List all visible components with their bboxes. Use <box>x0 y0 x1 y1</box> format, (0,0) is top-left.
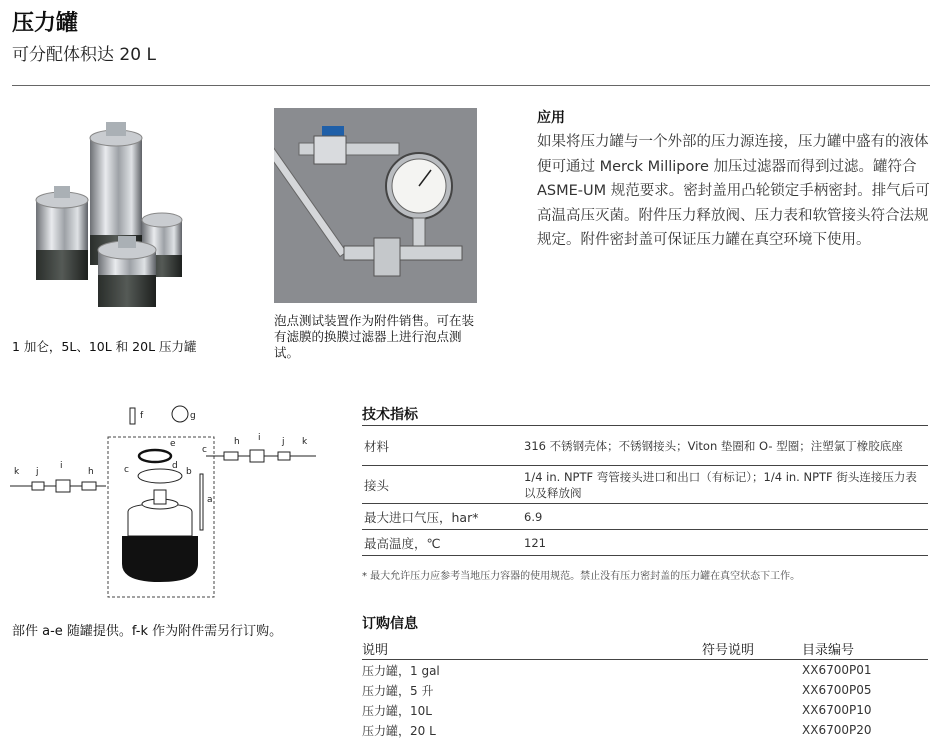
diagram-caption: 部件 a-e 随罐提供。f-k 作为附件需另行订购。 <box>12 624 283 639</box>
spec-key: 接头 <box>362 466 524 504</box>
order-description: 压力罐，1 gal <box>362 663 440 678</box>
ordering-table <box>362 637 928 740</box>
spec-key: 材料 <box>362 426 524 466</box>
specs-table <box>362 425 928 556</box>
order-description: 压力罐，5 升 <box>362 683 434 698</box>
tanks-photo-caption: 1 加仑，5L、10L 和 20L 压力罐 <box>12 339 197 354</box>
diagram-label-k-left: k <box>14 467 20 477</box>
table-row <box>362 700 928 720</box>
order-catalog-number: XX6700P01 <box>802 663 872 677</box>
diagram-label-b: b <box>186 467 192 477</box>
order-catalog-number: XX6700P05 <box>802 683 872 697</box>
table-row <box>362 530 928 556</box>
order-symbol <box>702 700 802 720</box>
table-row <box>362 680 928 700</box>
order-symbol <box>702 660 802 681</box>
spec-key: 最高温度，℃ <box>362 530 524 556</box>
diagram-label-h-right: h <box>234 437 240 447</box>
order-symbol <box>702 680 802 700</box>
diagram-label-i-left: i <box>60 461 63 471</box>
diagram-label-g: g <box>190 411 196 421</box>
table-row <box>362 504 928 530</box>
table-row <box>362 720 928 740</box>
diagram-label-e: e <box>170 439 176 449</box>
spec-value: 1/4 in. NPTF 弯管接头进口和出口（有标记）；1/4 in. NPTF 街头连接压力表以及释放阀 <box>524 466 928 504</box>
table-row <box>362 466 928 504</box>
spec-value: 316 不锈钢壳体；不锈钢接头；Viton 垫圈和 O- 型圈；注塑氯丁橡胶底座 <box>524 426 928 466</box>
spec-key: 最大进口气压，har* <box>362 504 524 530</box>
diagram-label-h-left: h <box>88 467 94 477</box>
diagram-label-i-right: i <box>258 433 261 443</box>
order-catalog-number: XX6700P20 <box>802 723 872 737</box>
table-row <box>362 426 928 466</box>
order-description: 压力罐，10L <box>362 703 432 718</box>
diagram-label-a: a <box>207 495 213 505</box>
table-header-row <box>362 637 928 660</box>
specs-heading: 技术指标 <box>362 407 418 423</box>
column-header-description: 说明 <box>362 637 702 660</box>
bubble-point-caption: 泡点测试装置作为附件销售。可在装有滤膜的换膜过滤器上进行泡点测试。 <box>274 313 475 360</box>
application-body: 如果将压力罐与一个外部的压力源连接，压力罐中盛有的液体便可通过 Merck Millipore 加压过滤器而得到过滤。罐符合 ASME-UM 规范要求。密封盖用凸轮锁定手柄密封。排气后可高温高压灭菌。附件压力释放阀、压力表和软管接头符合法规规定。附件密封盖可保证压力罐在真空环境下使用。 <box>537 134 930 248</box>
diagram-label-c-left: c <box>124 465 129 475</box>
diagram-label-j-left: j <box>36 467 39 477</box>
ordering-heading: 订购信息 <box>362 616 418 632</box>
order-catalog-number: XX6700P10 <box>802 703 872 717</box>
header-divider <box>12 85 930 86</box>
page-subtitle: 可分配体积达 20 L <box>12 45 156 65</box>
spec-value: 121 <box>524 530 928 556</box>
diagram-label-k-right: k <box>302 437 308 447</box>
order-symbol <box>702 720 802 740</box>
column-header-symbol: 符号说明 <box>702 637 802 660</box>
bubble-point-device-photo <box>274 108 477 303</box>
spec-value: 6.9 <box>524 504 928 530</box>
page-title: 压力罐 <box>12 11 79 36</box>
column-header-catalog: 目录编号 <box>802 637 928 660</box>
tank-parts-diagram <box>10 404 330 604</box>
table-row <box>362 660 928 681</box>
diagram-label-f: f <box>140 411 144 421</box>
diagram-label-d: d <box>172 461 178 471</box>
application-heading: 应用 <box>537 110 565 126</box>
diagram-label-j-right: j <box>282 437 285 447</box>
specs-footnote: * 最大允许压力应参考当地压力容器的使用规范。禁止没有压力密封盖的压力罐在真空状态下工作。 <box>362 571 801 582</box>
diagram-label-c-right: c <box>202 445 207 455</box>
order-description: 压力罐，20 L <box>362 723 436 738</box>
pressure-tanks-photo <box>14 110 214 315</box>
